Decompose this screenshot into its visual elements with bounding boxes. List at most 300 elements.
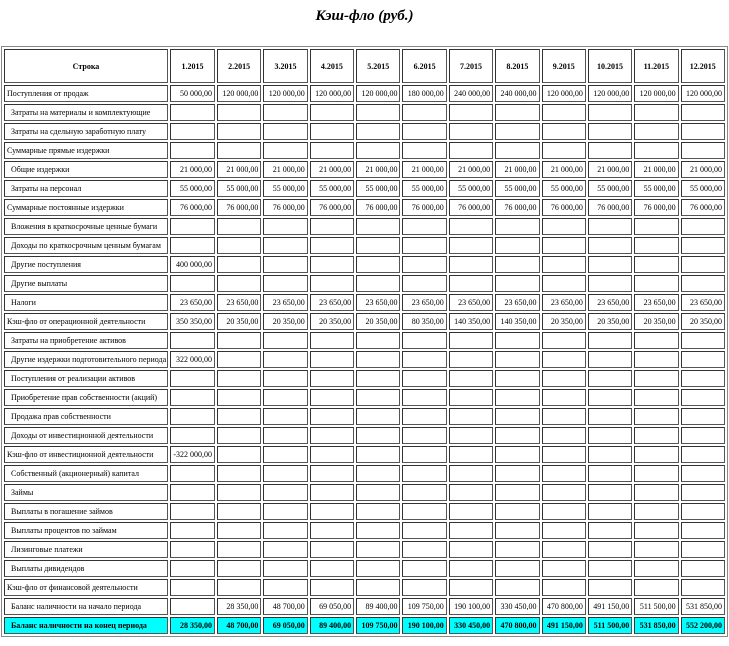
value-cell: 76 000,00 (542, 199, 586, 216)
value-cell (263, 332, 307, 349)
value-cell (495, 389, 539, 406)
value-cell (634, 275, 678, 292)
value-cell (263, 237, 307, 254)
value-cell (356, 332, 400, 349)
value-cell: 55 000,00 (402, 180, 446, 197)
value-cell (588, 351, 632, 368)
column-header-period: 1.2015 (170, 49, 215, 83)
value-cell (542, 522, 586, 539)
value-cell (170, 560, 215, 577)
value-cell (681, 465, 725, 482)
value-cell (681, 370, 725, 387)
value-cell (542, 503, 586, 520)
value-cell: 55 000,00 (170, 180, 215, 197)
value-cell (449, 104, 493, 121)
value-cell: 511 500,00 (634, 598, 678, 615)
value-cell (310, 123, 354, 140)
value-cell (217, 560, 261, 577)
value-cell (542, 218, 586, 235)
value-cell (588, 332, 632, 349)
value-cell (588, 123, 632, 140)
value-cell (495, 256, 539, 273)
value-cell (495, 541, 539, 558)
value-cell (310, 465, 354, 482)
value-cell (634, 503, 678, 520)
value-cell: 76 000,00 (356, 199, 400, 216)
value-cell: 23 650,00 (402, 294, 446, 311)
row-label: Собственный (акционерный) капитал (4, 465, 168, 482)
value-cell: 89 400,00 (310, 617, 354, 634)
value-cell (217, 503, 261, 520)
column-header-period: 3.2015 (263, 49, 307, 83)
value-cell (263, 389, 307, 406)
table-row (4, 522, 725, 539)
value-cell: 23 650,00 (542, 294, 586, 311)
value-cell: 28 350,00 (217, 598, 261, 615)
value-cell (681, 522, 725, 539)
row-label: Кэш-фло от операционной деятельности (4, 313, 168, 330)
row-label: Вложения в краткосрочные ценные бумаги (4, 218, 168, 235)
value-cell (170, 408, 215, 425)
value-cell (681, 256, 725, 273)
value-cell (588, 104, 632, 121)
value-cell (588, 484, 632, 501)
table-row (4, 465, 725, 482)
value-cell (495, 484, 539, 501)
value-cell (634, 142, 678, 159)
value-cell (634, 560, 678, 577)
value-cell (681, 484, 725, 501)
value-cell (356, 275, 400, 292)
value-cell (449, 237, 493, 254)
row-label: Другие выплаты (4, 275, 168, 292)
value-cell (263, 541, 307, 558)
table-row (4, 332, 725, 349)
value-cell (263, 408, 307, 425)
value-cell (588, 427, 632, 444)
value-cell (356, 389, 400, 406)
table-row (4, 598, 725, 615)
value-cell (217, 446, 261, 463)
column-header-period: 10.2015 (588, 49, 632, 83)
value-cell (356, 503, 400, 520)
value-cell: 76 000,00 (170, 199, 215, 216)
value-cell: 23 650,00 (634, 294, 678, 311)
table-row (4, 579, 725, 596)
row-label: Приобретение прав собственности (акций) (4, 389, 168, 406)
value-cell (310, 579, 354, 596)
value-cell (170, 484, 215, 501)
value-cell (310, 541, 354, 558)
value-cell (217, 408, 261, 425)
value-cell (402, 541, 446, 558)
value-cell (217, 465, 261, 482)
value-cell: 76 000,00 (217, 199, 261, 216)
value-cell (634, 237, 678, 254)
value-cell (263, 503, 307, 520)
value-cell: 69 050,00 (310, 598, 354, 615)
value-cell (263, 218, 307, 235)
row-label: Кэш-фло от инвестиционной деятельности (4, 446, 168, 463)
column-header-period: 11.2015 (634, 49, 678, 83)
value-cell (449, 142, 493, 159)
value-cell (356, 123, 400, 140)
value-cell: 20 350,00 (217, 313, 261, 330)
row-label: Лизинговые платежи (4, 541, 168, 558)
value-cell (170, 579, 215, 596)
column-header-period: 4.2015 (310, 49, 354, 83)
value-cell (217, 332, 261, 349)
value-cell (263, 465, 307, 482)
value-cell: 120 000,00 (542, 85, 586, 102)
column-header-period: 6.2015 (402, 49, 446, 83)
value-cell: 76 000,00 (634, 199, 678, 216)
value-cell (588, 275, 632, 292)
column-header-period: 9.2015 (542, 49, 586, 83)
table-row (4, 503, 725, 520)
value-cell: 21 000,00 (217, 161, 261, 178)
row-label: Поступления от продаж (4, 85, 168, 102)
value-cell (634, 484, 678, 501)
value-cell: 76 000,00 (495, 199, 539, 216)
value-cell (402, 389, 446, 406)
value-cell: 23 650,00 (356, 294, 400, 311)
value-cell (542, 427, 586, 444)
value-cell: 76 000,00 (681, 199, 725, 216)
value-cell: 69 050,00 (263, 617, 307, 634)
value-cell (588, 560, 632, 577)
value-cell (542, 484, 586, 501)
value-cell (588, 446, 632, 463)
value-cell (681, 427, 725, 444)
value-cell (681, 446, 725, 463)
value-cell (310, 560, 354, 577)
value-cell (588, 370, 632, 387)
value-cell: 470 800,00 (495, 617, 539, 634)
value-cell: 55 000,00 (310, 180, 354, 197)
value-cell (449, 465, 493, 482)
value-cell (634, 218, 678, 235)
value-cell (263, 104, 307, 121)
value-cell: 20 350,00 (263, 313, 307, 330)
value-cell (217, 351, 261, 368)
value-cell: 20 350,00 (356, 313, 400, 330)
value-cell (356, 484, 400, 501)
value-cell (681, 218, 725, 235)
value-cell (310, 389, 354, 406)
value-cell (310, 218, 354, 235)
value-cell (588, 503, 632, 520)
value-cell (263, 427, 307, 444)
value-cell (588, 142, 632, 159)
value-cell (356, 142, 400, 159)
row-label: Другие поступления (4, 256, 168, 273)
value-cell: 120 000,00 (588, 85, 632, 102)
row-label: Общие издержки (4, 161, 168, 178)
table-total-row (4, 617, 725, 634)
value-cell (495, 427, 539, 444)
value-cell (170, 218, 215, 235)
value-cell (356, 465, 400, 482)
value-cell (170, 598, 215, 615)
value-cell (634, 522, 678, 539)
row-label: Затраты на сдельную заработную плату (4, 123, 168, 140)
value-cell: 21 000,00 (310, 161, 354, 178)
value-cell (310, 484, 354, 501)
value-cell (449, 256, 493, 273)
value-cell (495, 446, 539, 463)
value-cell (542, 408, 586, 425)
value-cell: 48 700,00 (217, 617, 261, 634)
value-cell: 23 650,00 (681, 294, 725, 311)
value-cell (170, 522, 215, 539)
column-header-period: 7.2015 (449, 49, 493, 83)
value-cell (402, 256, 446, 273)
value-cell (449, 522, 493, 539)
column-header-row-label: Строка (4, 49, 168, 83)
value-cell (310, 446, 354, 463)
value-cell (588, 522, 632, 539)
table-header-row (4, 49, 725, 83)
value-cell: 23 650,00 (588, 294, 632, 311)
value-cell (356, 446, 400, 463)
value-cell: 55 000,00 (542, 180, 586, 197)
value-cell (542, 275, 586, 292)
value-cell (588, 541, 632, 558)
value-cell (542, 579, 586, 596)
value-cell: 55 000,00 (263, 180, 307, 197)
value-cell (170, 370, 215, 387)
value-cell (402, 351, 446, 368)
value-cell (634, 408, 678, 425)
value-cell (310, 256, 354, 273)
table-row (4, 104, 725, 121)
table-row (4, 313, 725, 330)
value-cell: 491 150,00 (542, 617, 586, 634)
value-cell (310, 427, 354, 444)
value-cell (681, 332, 725, 349)
value-cell (217, 123, 261, 140)
value-cell: 21 000,00 (634, 161, 678, 178)
value-cell (217, 142, 261, 159)
table-row (4, 408, 725, 425)
value-cell: 470 800,00 (542, 598, 586, 615)
value-cell: 491 150,00 (588, 598, 632, 615)
value-cell (170, 104, 215, 121)
value-cell (217, 218, 261, 235)
value-cell (681, 237, 725, 254)
value-cell: 120 000,00 (310, 85, 354, 102)
value-cell (356, 370, 400, 387)
table-row (4, 256, 725, 273)
table-row (4, 351, 725, 368)
value-cell (402, 579, 446, 596)
value-cell: 120 000,00 (681, 85, 725, 102)
row-label: Суммарные постоянные издержки (4, 199, 168, 216)
value-cell (495, 351, 539, 368)
value-cell: 76 000,00 (310, 199, 354, 216)
value-cell (495, 465, 539, 482)
column-header-period: 2.2015 (217, 49, 261, 83)
value-cell (449, 408, 493, 425)
value-cell (634, 123, 678, 140)
value-cell: 120 000,00 (263, 85, 307, 102)
value-cell (217, 370, 261, 387)
value-cell (542, 541, 586, 558)
row-label: Займы (4, 484, 168, 501)
value-cell (356, 541, 400, 558)
value-cell (495, 332, 539, 349)
value-cell (634, 389, 678, 406)
value-cell (263, 370, 307, 387)
value-cell: 80 350,00 (402, 313, 446, 330)
value-cell (588, 408, 632, 425)
value-cell: 21 000,00 (588, 161, 632, 178)
table-row (4, 446, 725, 463)
value-cell (402, 522, 446, 539)
value-cell (542, 389, 586, 406)
value-cell: 511 500,00 (588, 617, 632, 634)
value-cell (588, 218, 632, 235)
value-cell (263, 522, 307, 539)
table-row (4, 218, 725, 235)
value-cell (263, 484, 307, 501)
row-label: Затраты на материалы и комплектующие (4, 104, 168, 121)
value-cell (495, 579, 539, 596)
value-cell (681, 275, 725, 292)
row-label: Доходы от инвестиционной деятельности (4, 427, 168, 444)
table-row (4, 560, 725, 577)
value-cell (495, 560, 539, 577)
value-cell: 190 100,00 (449, 598, 493, 615)
value-cell: 140 350,00 (495, 313, 539, 330)
value-cell (449, 389, 493, 406)
value-cell (449, 427, 493, 444)
value-cell: 109 750,00 (356, 617, 400, 634)
value-cell (495, 408, 539, 425)
value-cell (542, 142, 586, 159)
value-cell: 21 000,00 (356, 161, 400, 178)
table-row (4, 123, 725, 140)
value-cell (263, 142, 307, 159)
value-cell (356, 256, 400, 273)
value-cell: 20 350,00 (634, 313, 678, 330)
value-cell (217, 256, 261, 273)
value-cell (217, 579, 261, 596)
value-cell (217, 427, 261, 444)
value-cell (634, 427, 678, 444)
table-row (4, 142, 725, 159)
value-cell (681, 123, 725, 140)
value-cell (310, 408, 354, 425)
column-header-period: 5.2015 (356, 49, 400, 83)
value-cell: 20 350,00 (542, 313, 586, 330)
value-cell (542, 465, 586, 482)
row-label: Баланс наличности на начало периода (4, 598, 168, 615)
row-label: Суммарные прямые издержки (4, 142, 168, 159)
value-cell (449, 484, 493, 501)
row-label: Выплаты процентов по займам (4, 522, 168, 539)
value-cell (402, 446, 446, 463)
value-cell (263, 579, 307, 596)
value-cell: 76 000,00 (449, 199, 493, 216)
value-cell (356, 408, 400, 425)
value-cell (588, 256, 632, 273)
value-cell: 23 650,00 (170, 294, 215, 311)
value-cell (310, 351, 354, 368)
table-row (4, 294, 725, 311)
row-label: Затраты на персонал (4, 180, 168, 197)
value-cell: 240 000,00 (495, 85, 539, 102)
row-label: Выплаты дивидендов (4, 560, 168, 577)
value-cell (681, 142, 725, 159)
value-cell (356, 579, 400, 596)
value-cell: 89 400,00 (356, 598, 400, 615)
value-cell (217, 389, 261, 406)
row-label: Затраты на приобретение активов (4, 332, 168, 349)
row-label: Кэш-фло от финансовой деятельности (4, 579, 168, 596)
value-cell (170, 503, 215, 520)
value-cell (402, 503, 446, 520)
value-cell (402, 370, 446, 387)
value-cell (634, 370, 678, 387)
value-cell (542, 256, 586, 273)
value-cell (681, 579, 725, 596)
row-label: Выплаты в погашение займов (4, 503, 168, 520)
value-cell (402, 123, 446, 140)
value-cell (542, 351, 586, 368)
value-cell (542, 446, 586, 463)
value-cell (263, 560, 307, 577)
value-cell (542, 123, 586, 140)
value-cell: 120 000,00 (217, 85, 261, 102)
value-cell (170, 427, 215, 444)
value-cell (402, 332, 446, 349)
value-cell (449, 123, 493, 140)
value-cell: 21 000,00 (170, 161, 215, 178)
value-cell (634, 446, 678, 463)
value-cell: 21 000,00 (263, 161, 307, 178)
table-row (4, 541, 725, 558)
table-row (4, 85, 725, 102)
value-cell: 21 000,00 (681, 161, 725, 178)
value-cell: 330 450,00 (449, 617, 493, 634)
value-cell (495, 123, 539, 140)
value-cell (402, 408, 446, 425)
value-cell (449, 332, 493, 349)
value-cell: 55 000,00 (681, 180, 725, 197)
value-cell (356, 427, 400, 444)
cashflow-table (1, 46, 728, 637)
value-cell (170, 465, 215, 482)
value-cell: 120 000,00 (634, 85, 678, 102)
value-cell (402, 427, 446, 444)
value-cell (449, 503, 493, 520)
value-cell (356, 560, 400, 577)
value-cell (542, 104, 586, 121)
value-cell: 23 650,00 (495, 294, 539, 311)
value-cell (588, 579, 632, 596)
value-cell (310, 275, 354, 292)
value-cell (495, 370, 539, 387)
value-cell: 76 000,00 (588, 199, 632, 216)
value-cell: 21 000,00 (542, 161, 586, 178)
value-cell (263, 351, 307, 368)
value-cell (495, 522, 539, 539)
table-row (4, 484, 725, 501)
table-row (4, 199, 725, 216)
row-label: Налоги (4, 294, 168, 311)
